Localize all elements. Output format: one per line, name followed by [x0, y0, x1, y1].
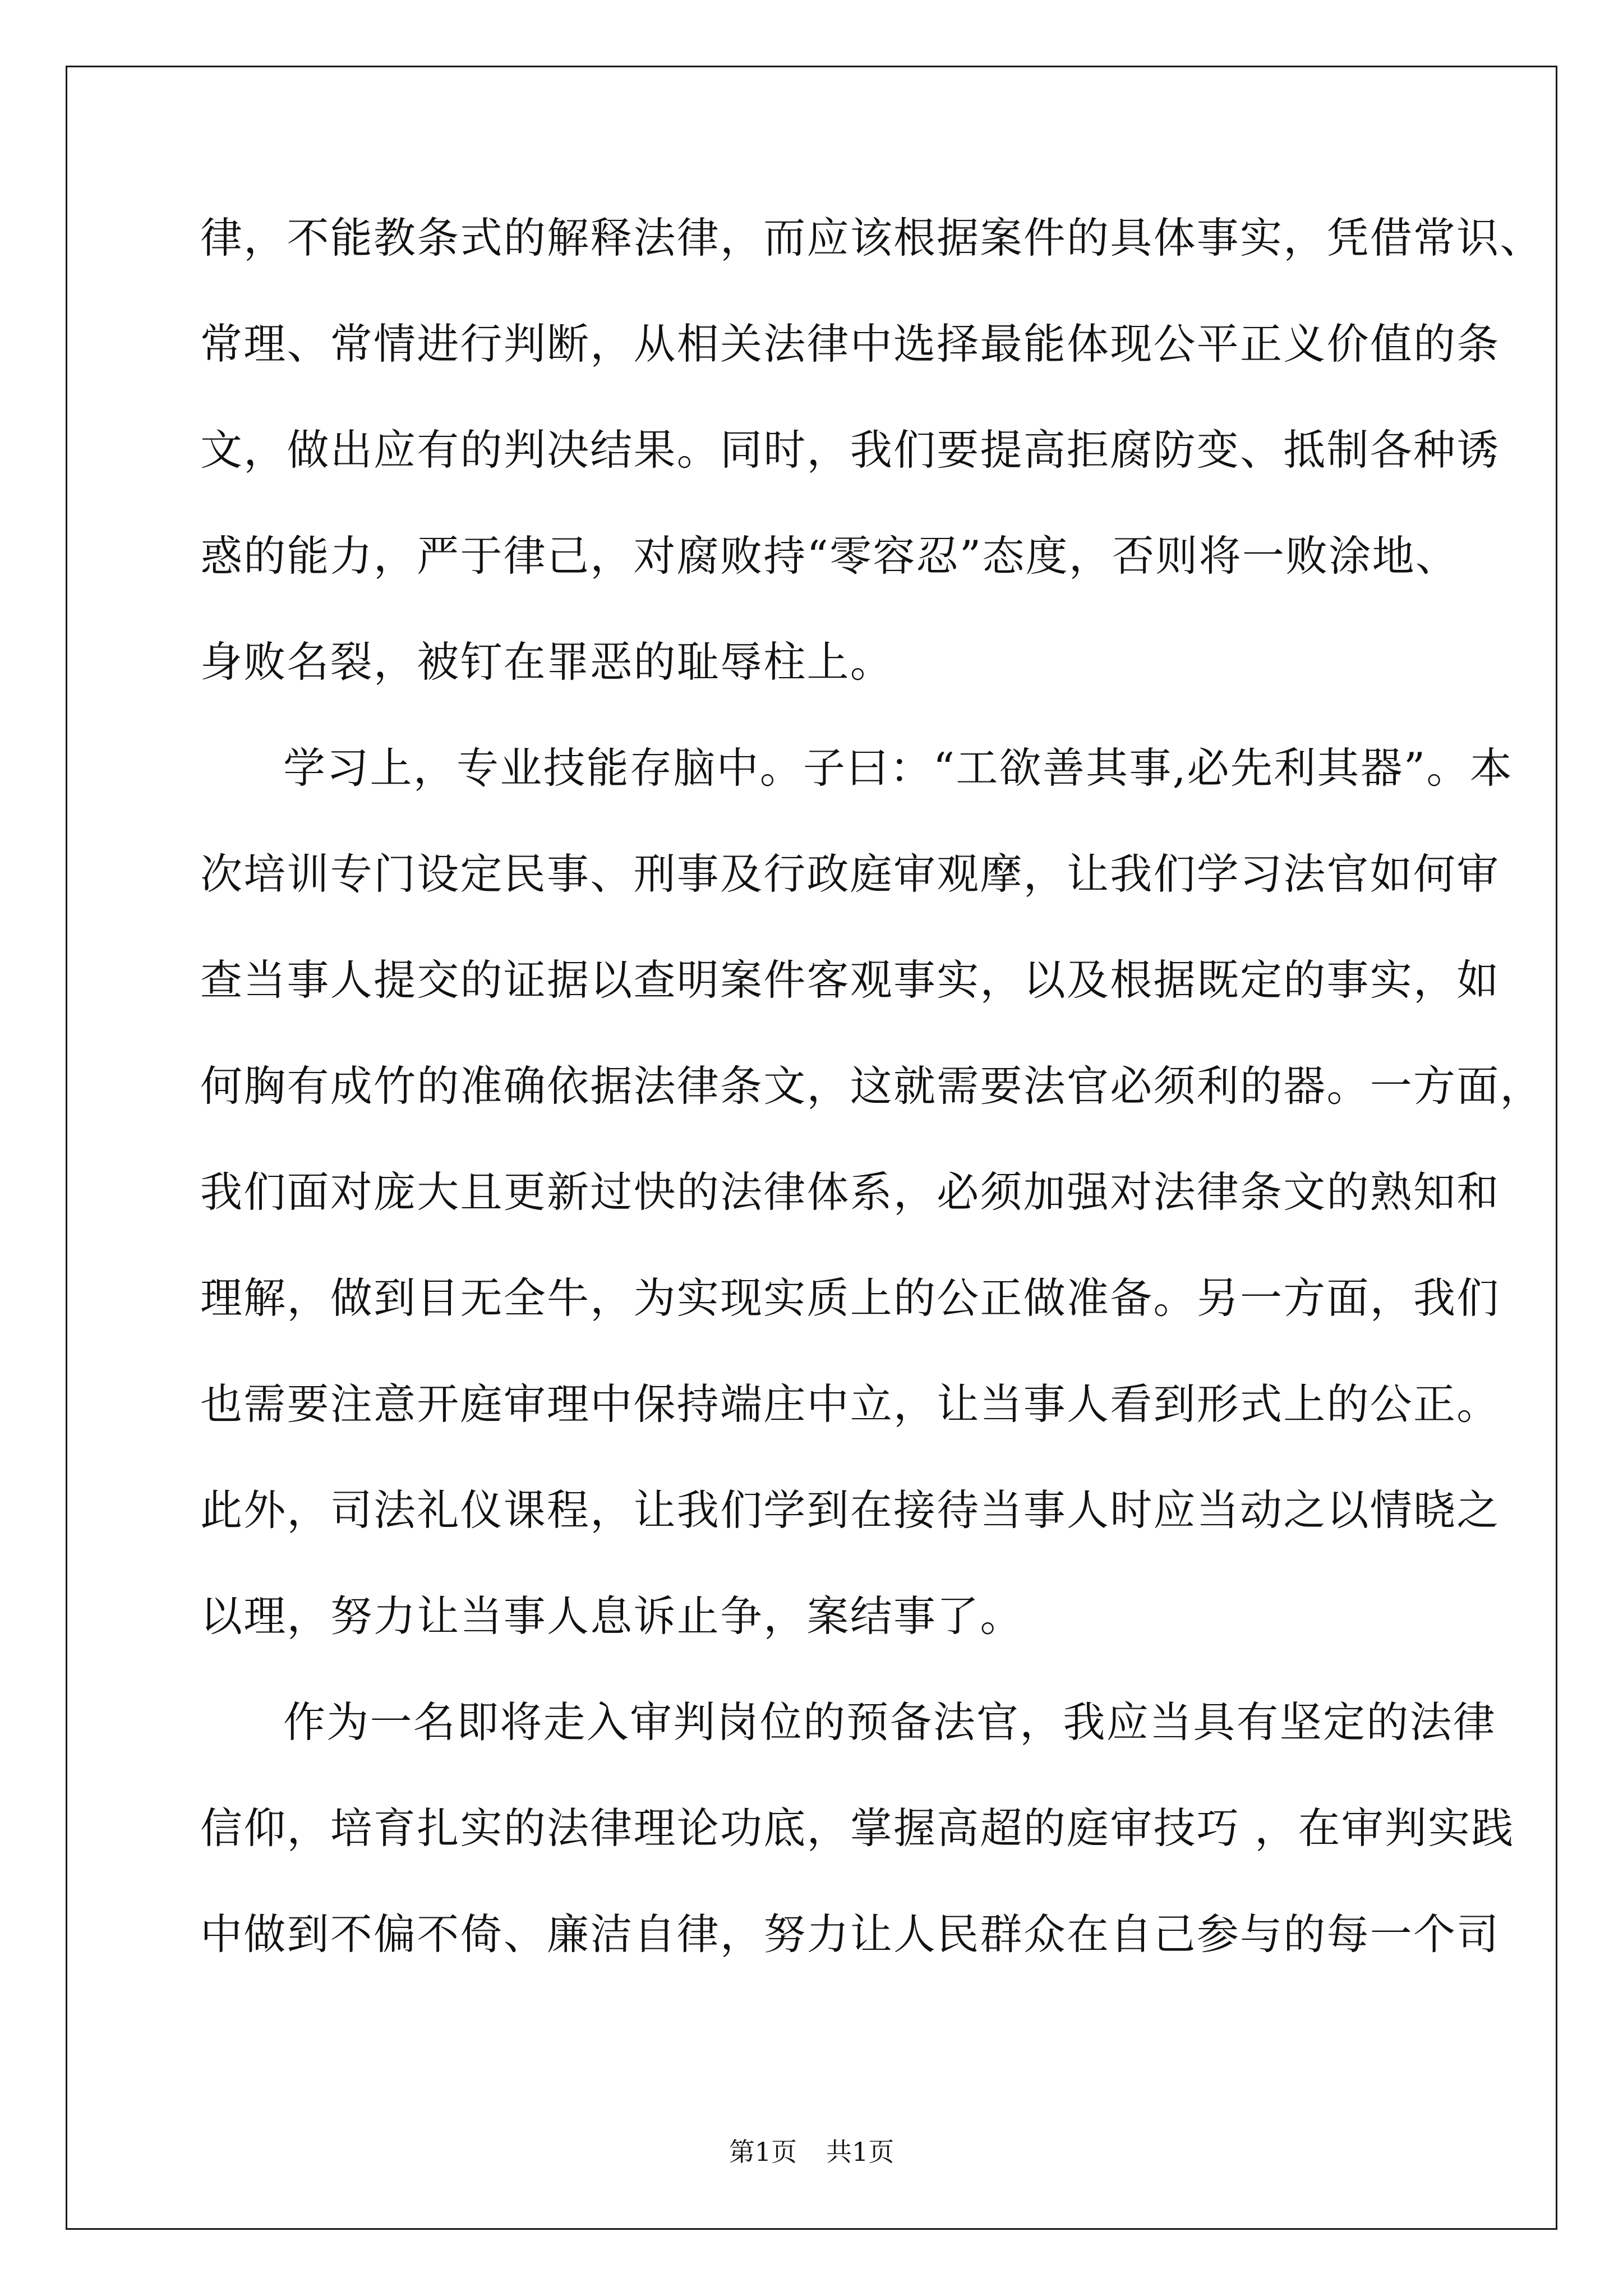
- text-line-paragraph-end: 以理，努力让当事人息诉止争，案结事了。: [200, 1591, 1023, 1641]
- text-line: 常理、常情进行判断，从相关法律中选择最能体现公平正义价值的条: [200, 319, 1500, 369]
- text-line: 何胸有成竹的准确依据法律条文，这就需要法官必须利的器。一方面，: [200, 1061, 1543, 1111]
- text-line: 信仰，培育扎实的法律理论功底，掌握高超的庭审技巧 ，在审判实践: [200, 1803, 1515, 1853]
- page-count: 共1页: [826, 2137, 895, 2167]
- page-footer: [0, 2135, 1623, 2169]
- text-line-paragraph-end: 身败名裂，被钉在罪恶的耻辱柱上。: [200, 637, 894, 687]
- body-text: [200, 185, 1543, 1987]
- text-line-paragraph-start: 学习上，专业技能存脑中。子曰：“工欲善其事,必先利其器”。本: [283, 743, 1514, 793]
- text-line: 也需要注意开庭审理中保持端庄中立，让当事人看到形式上的公正。: [200, 1379, 1500, 1429]
- text-line-paragraph-start: 作为一名即将走入审判岗位的预备法官，我应当具有坚定的法律: [283, 1697, 1497, 1747]
- text-line: 查当事人提交的证据以查明案件客观事实，以及根据既定的事实，如: [200, 955, 1500, 1005]
- text-line: 次培训专门设定民事、刑事及行政庭审观摩，让我们学习法官如何审: [200, 849, 1500, 899]
- text-line: 惑的能力，严于律己，对腐败持“零容忍”态度，否则将一败涂地、: [200, 531, 1459, 581]
- page-number: 第1页: [728, 2137, 797, 2167]
- text-line: 律，不能教条式的解释法律，而应该根据案件的具体事实，凭借常识、: [200, 213, 1543, 263]
- text-line: 文，做出应有的判决结果。同时，我们要提高拒腐防变、抵制各种诱: [200, 425, 1500, 475]
- text-line: 我们面对庞大且更新过快的法律体系，必须加强对法律条文的熟知和: [200, 1167, 1500, 1217]
- text-line: 理解，做到目无全牛，为实现实质上的公正做准备。另一方面，我们: [200, 1273, 1500, 1323]
- text-line: 此外，司法礼仪课程，让我们学到在接待当事人时应当动之以情晓之: [200, 1485, 1500, 1535]
- text-line: 中做到不偏不倚、廉洁自律，努力让人民群众在自己参与的每一个司: [200, 1910, 1500, 1959]
